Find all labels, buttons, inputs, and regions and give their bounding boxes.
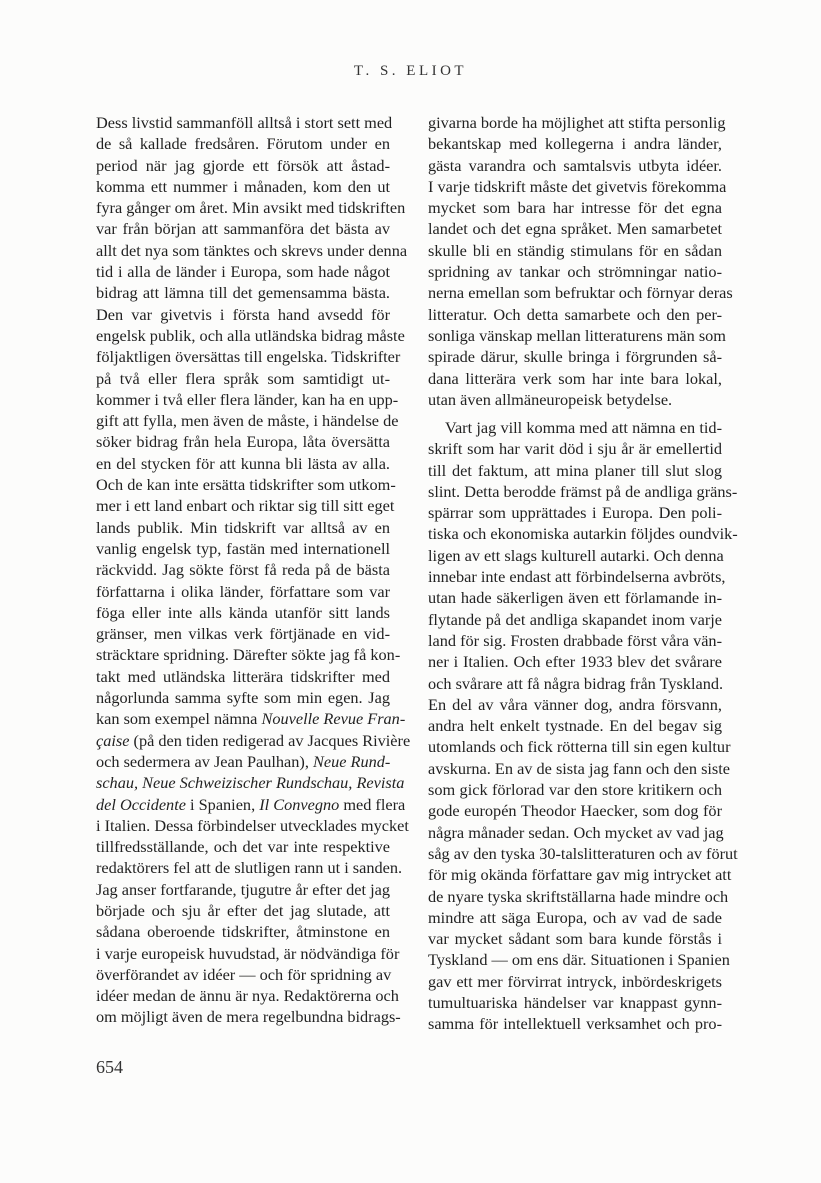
text-line: bidrag att lämna till det gemensamma bästa. [96, 283, 390, 303]
text-line: för mig okända författare gav mig intrycket att [428, 865, 732, 885]
text-line: en del stycken för att kunna bli lästa av alla. [96, 453, 390, 473]
text-line: skulle bli en ständig stimulans för en sådan [428, 240, 722, 260]
text-line: Den var givetvis i första hand avsedd för [96, 304, 390, 324]
text-line: mer i ett land enbart och riktar sig till sitt eget [96, 496, 395, 516]
text-line [96, 708, 406, 729]
italic-title-text: schau, Neue Schweizischer Rundschau, Revista [96, 773, 405, 793]
text-line: avskurna. En av de sista jag fann och den siste [428, 758, 731, 778]
text-line: slint. Detta berodde främst på de andliga gräns- [428, 481, 738, 501]
text-line: om möjligt även de mera regelbundna bidrags- [96, 1007, 401, 1027]
italic-title-text: Il Convegno [259, 794, 340, 814]
text-line: Jag anser fortfarande, tjugutre år efter det jag [96, 879, 390, 899]
text-line: i Italien. Dessa förbindelser utvecklades mycket [96, 815, 409, 835]
text-line: innebar inte endast att förbindelserna avbröts, [428, 567, 726, 587]
text-line: i varje europeisk huvudstad, är nödvändiga för [96, 943, 400, 963]
italic-title-text: çaise [96, 730, 130, 750]
left-column [96, 112, 411, 1028]
text-line: I varje tidskrift måste det givetvis förekomma [428, 176, 727, 196]
text-line: tid i alla de länder i Europa, som hade något [96, 262, 390, 282]
text-line: utan hade säkerligen även ett förlamande in- [428, 588, 722, 608]
text-line: komma ett nummer i månaden, kom den ut [96, 176, 390, 196]
text-line: såg av den tyska 30-talslitteraturen och av förut [428, 843, 738, 863]
page-number: 654 [96, 1057, 123, 1077]
text-line: period när jag gjorde ett försök att åstad- [96, 155, 390, 175]
text-line: givarna borde ha möjlighet att stifta personlig [428, 113, 726, 132]
text-line [96, 794, 406, 815]
text-line: litteratur. Och detta samarbete och den per- [428, 304, 722, 324]
text-line: ner i Italien. Och efter 1933 blev det svårare [428, 652, 722, 672]
text-line: mindre att säga Europa, och av vad de sade [428, 907, 722, 927]
text-line: Tyskland — om ens där. Situationen i Spanien [428, 950, 730, 970]
text-line: gode europén Theodor Haecker, som dog för [428, 801, 722, 821]
text-line: skrift som har varit död i sju år är emellertid [428, 439, 722, 459]
text-segment: och sedermera av Jean Paulhan), [96, 751, 313, 771]
text-line: föga eller inte alls kända utanför sitt lands [96, 602, 390, 622]
text-line: och svårare att få några bidrag från Tyskland. [428, 673, 724, 693]
text-line: andra helt enkelt tystnade. En del begav sig [428, 716, 722, 736]
text-line: var mycket sådant som bara kunde förstås i [428, 929, 722, 949]
text-line [96, 751, 390, 772]
text-line: lands publik. Min tidskrift var alltså av en [96, 517, 390, 537]
text-line: sträcktare spridning. Därefter sökte jag få kon- [96, 645, 401, 665]
italic-title-text: Nouvelle Revue Fran- [261, 709, 406, 729]
text-line: följaktligen översättas till engelska. Tidskrifter [96, 347, 401, 367]
text-segment: med flera [339, 794, 406, 814]
text-line: bekantskap med kollegerna i andra länder, [428, 134, 722, 154]
text-line: Vart jag vill komma med att nämna en tid- [445, 418, 722, 437]
text-line: några månader sedan. Och mycket av vad jag [428, 822, 724, 842]
text-line: ligen av ett slags kulturell autarki. Och denna [428, 545, 724, 565]
text-line [96, 772, 405, 793]
text-line: utan även allmäneuropeisk betydelse. [428, 389, 673, 409]
text-line: spirade därur, skulle bringa i förgrunden så- [428, 347, 722, 367]
text-line: landet och det egna språket. Men samarbetet [428, 219, 722, 239]
text-line: dana litterära verk som har inte bara lokal, [428, 368, 722, 388]
text-line: till det faktum, att mina planer till slut slog [428, 460, 722, 480]
running-header: T. S. ELIOT [353, 63, 468, 79]
text-line: redaktörers fel att de slutligen rann ut i sanden. [96, 858, 403, 878]
text-line: räckvidd. Jag sökte först få reda på de bästa [96, 560, 390, 580]
text-line: gav ett mer förvirrat intryck, inbördeskrigets [428, 971, 722, 991]
text-line: sonliga vänskap mellan litteraturens män som [428, 325, 726, 345]
text-line: nerna emellan som befruktar och förnyar deras [428, 283, 733, 303]
text-line: söker bidrag från hela Europa, låta översätta [96, 432, 390, 452]
text-line: land för sig. Frosten drabbade först våra vän- [428, 630, 722, 650]
text-line: flytande på det andliga skapandet inom varje [428, 609, 722, 629]
text-line: allt det nya som tänktes och skrevs under denna [96, 240, 408, 260]
text-segment: i Spanien, [185, 794, 260, 814]
text-line: tumultuariska händelser var knappast gynn- [428, 993, 722, 1013]
text-segment: (på den tiden redigerad av Jacques Rivière [129, 730, 411, 750]
text-line: Dess livstid sammanföll alltså i stort sett med [96, 113, 393, 132]
text-line: spärrar som upprättades i Europa. Den poli- [428, 503, 722, 523]
text-line: författarna i olika länder, författare som var [96, 581, 390, 601]
text-line: var från början att sammanföra det bästa av [96, 219, 390, 239]
text-line: idéer medan de ännu är nya. Redaktörerna och [96, 986, 399, 1006]
text-line: Och de kan inte ersätta tidskrifter som utkom- [96, 475, 396, 495]
italic-title-text: Neue Rund- [313, 751, 391, 771]
text-line: på två eller flera språk som samtidigt ut- [96, 368, 390, 388]
text-line [96, 730, 411, 751]
text-line: som gick förlorad var den store kritikern och [428, 780, 722, 800]
text-line: tiska och ekonomiska autarkin följdes oundvik- [428, 524, 738, 544]
text-line: överförandet av idéer — och för spridning av [96, 964, 392, 984]
text-line: tillfredsställande, och det var inte respektive [96, 837, 390, 857]
text-line: gift att fylla, men även de måste, i händelse de [96, 411, 399, 431]
text-line: fyra gånger om året. Min avsikt med tidskriften [96, 198, 406, 218]
text-line: någorlunda samma syfte som min egen. Jag [96, 688, 390, 708]
right-column-paragraph-1 [428, 112, 733, 410]
right-column-paragraph-2 [428, 417, 738, 1035]
text-line: började och sju år efter det jag slutade, att [96, 900, 390, 920]
text-line: gästa varandra och samtalsvis utbyta idéer. [428, 155, 722, 175]
italic-title-text: del Occidente [96, 794, 186, 814]
text-line: vanlig engelsk typ, fastän med internationell [96, 538, 390, 558]
text-line: engelsk publik, och alla utländska bidrag måste [96, 325, 405, 345]
text-line: sådana oberoende tidskrifter, åtminstone en [96, 922, 390, 942]
text-line: de nyare tyska skriftställarna hade mindre och [428, 886, 729, 906]
text-segment: kan som exempel nämna [96, 709, 262, 729]
text-line: gränser, men vilkas verk förtjänade en vid- [96, 624, 390, 644]
text-line: kommer i två eller flera länder, kan ha en upp- [96, 389, 399, 409]
text-line: takt med utländska litterära tidskrifter med [96, 666, 390, 686]
text-line: de så kallade fredsåren. Förutom under en [96, 134, 390, 154]
text-line: mycket som bara har intresse för det egna [428, 198, 722, 218]
text-line: samma för intellektuell verksamhet och pro- [428, 1014, 722, 1034]
text-line: En del av våra vänner dog, andra försvann, [428, 694, 722, 714]
text-line: spridning av tankar och strömningar natio- [428, 262, 722, 282]
text-line: utomlands och fick rötterna till sin egen kultur [428, 737, 731, 757]
